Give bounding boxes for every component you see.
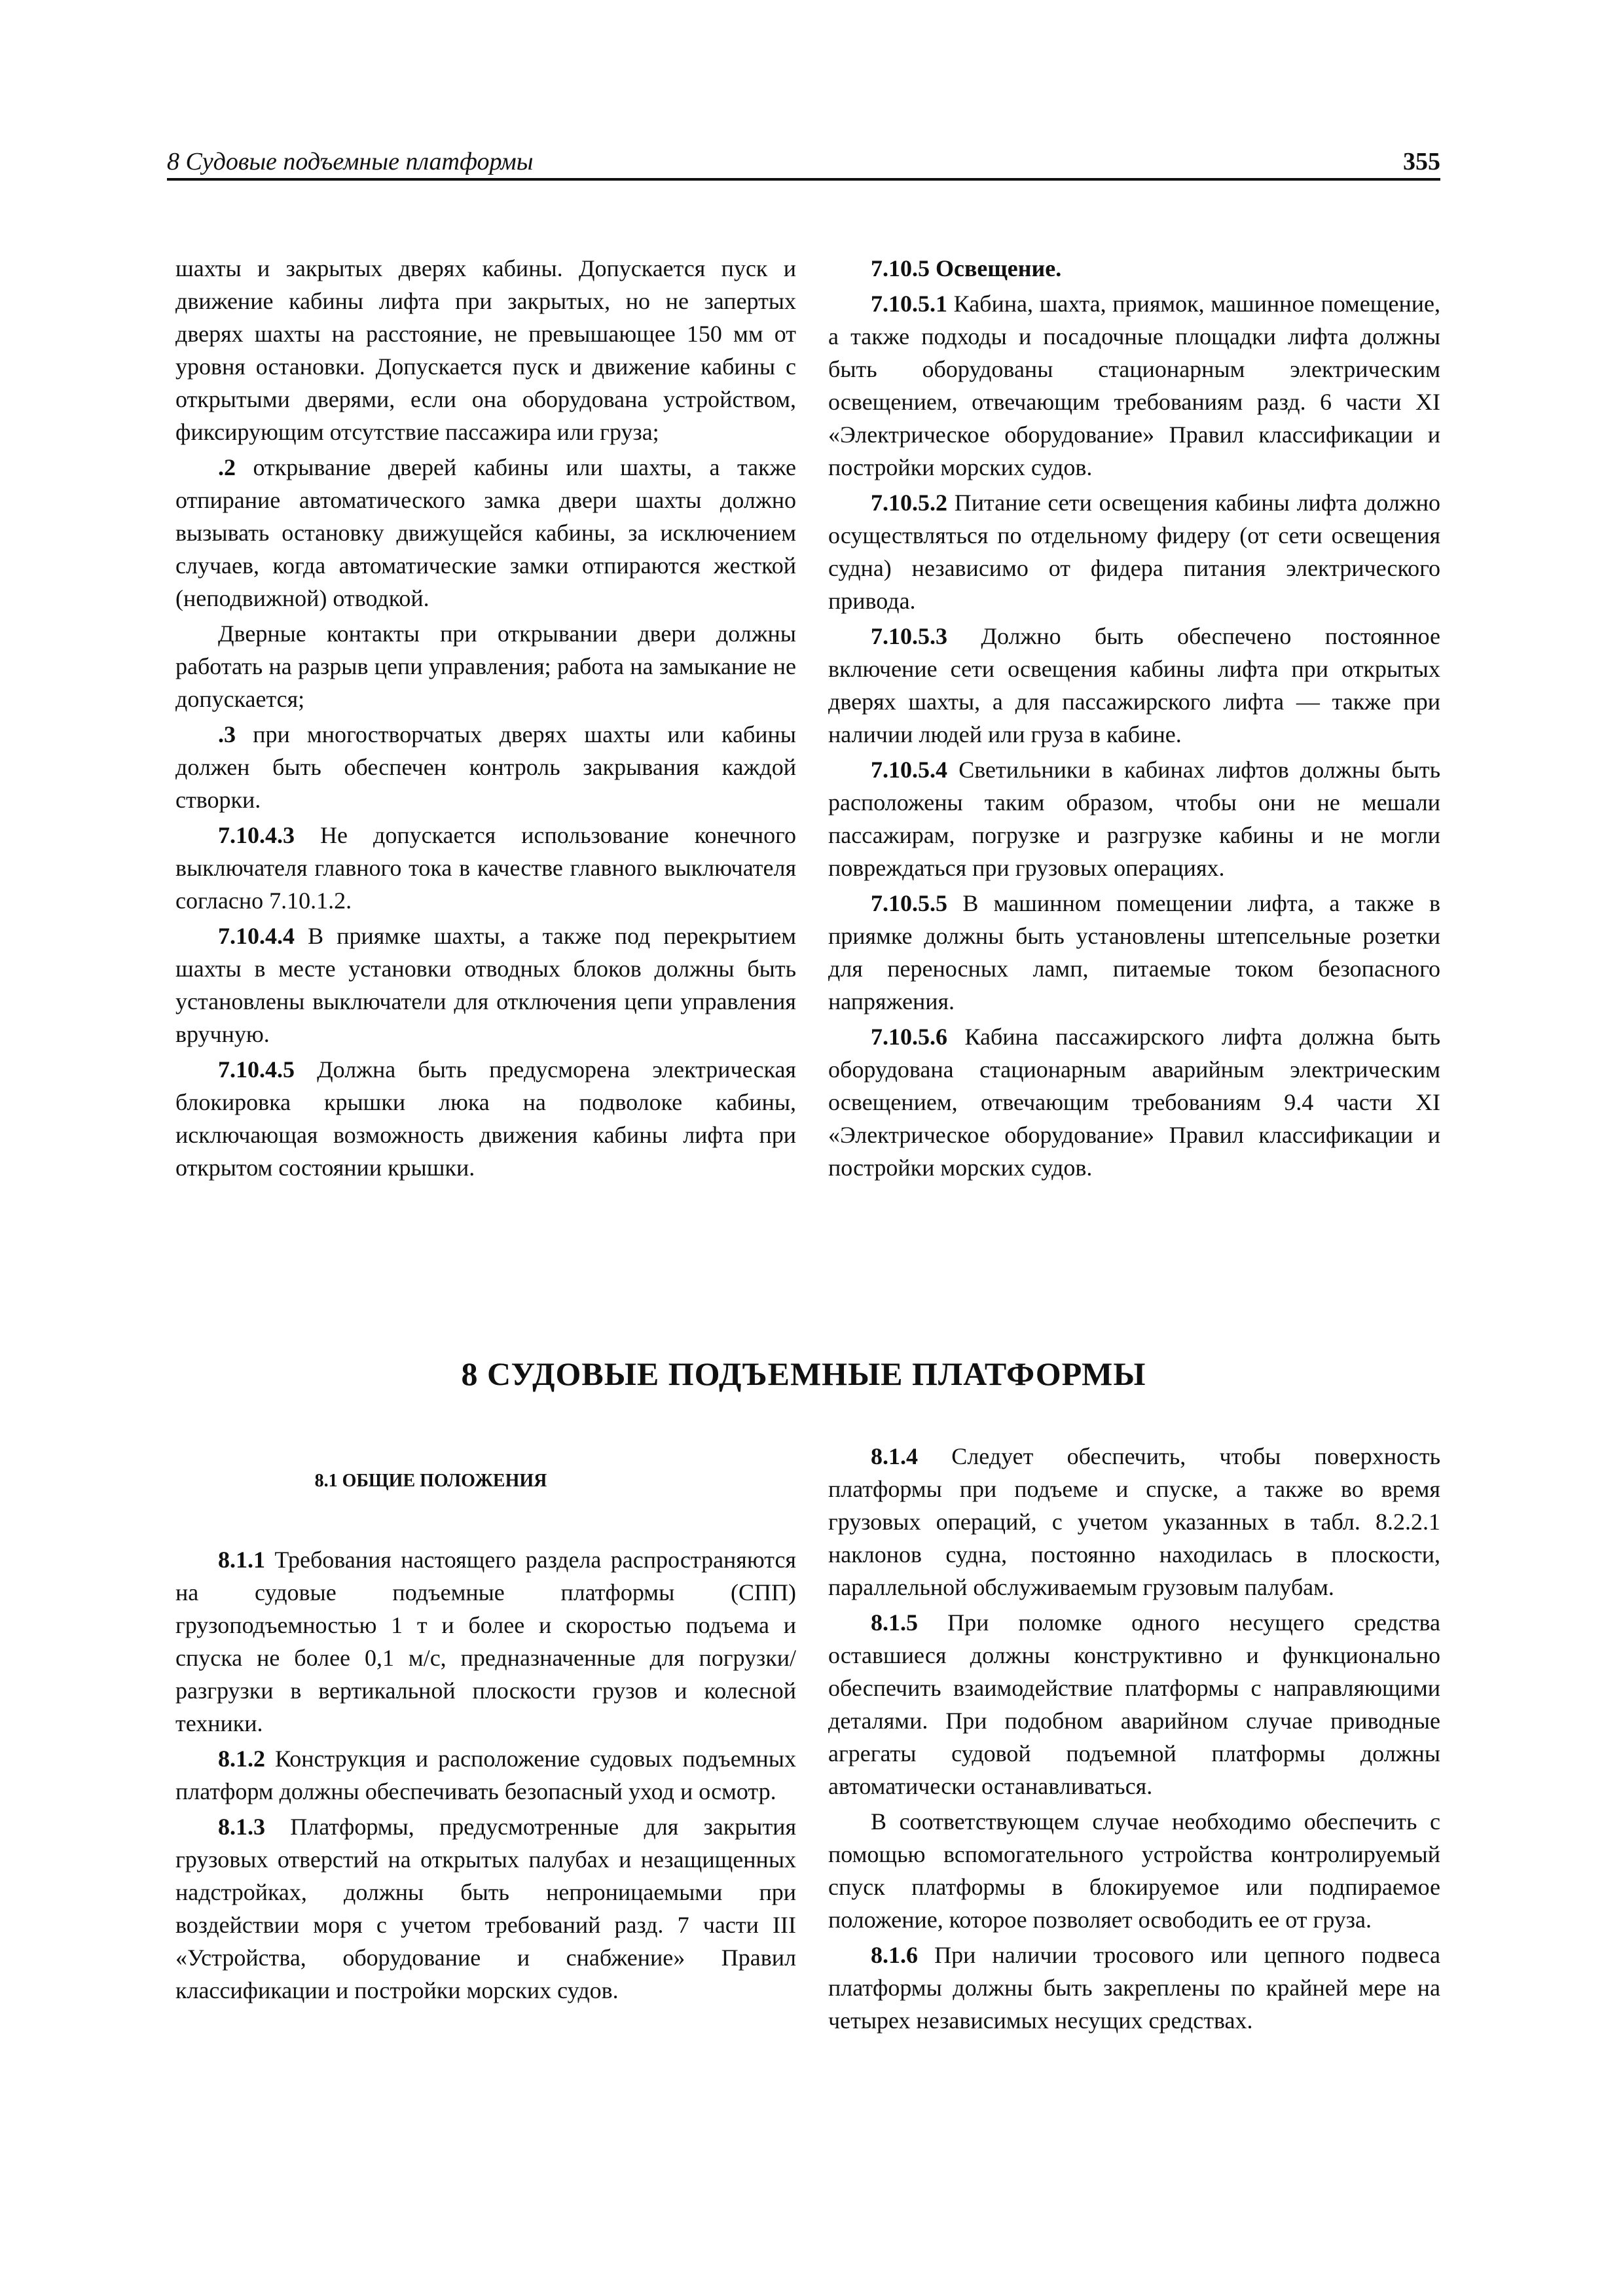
- page-header: [167, 147, 1440, 187]
- paragraph: 7.10.4.4 В приямке шахты, а также под перекрытием шахты в месте установки отводных блоков должны быть установлены выключатели для отключения цепи управления вручную.: [175, 923, 796, 1047]
- paragraph: 7.10.5.1 Кабина, шахта, приямок, машинное помещение, а также подходы и посадочные площадки лифта должны быть оборудованы стационарным электрическим освещением, отвечающим требованиям разд. 6 части XI «Электрическое оборудование» Правил классификации и постройки морских судов.: [828, 291, 1440, 480]
- left-column-top: [175, 252, 796, 1187]
- header-rule: [167, 178, 1440, 181]
- left-column-bottom: [175, 1460, 796, 2009]
- paragraph: 8.1.6 При наличии тросового или цепного подвеса платформы должны быть закреплены по крайней мере на четырех независимых несущих средствах.: [828, 1942, 1440, 2034]
- paragraph: 8.1.4 Следует обеспечить, чтобы поверхность платформы при подъеме и спуске, а также во время грузовых операций, с учетом указанных в табл. 8.2.2.1 наклонов судна, постоянно находилась в плоскости, параллельной обслуживаемым грузовым палубам.: [828, 1443, 1440, 1600]
- paragraph: 7.10.4.3 Не допускается использование конечного выключателя главного тока в качестве главного выключателя согласно 7.10.1.2.: [175, 822, 796, 914]
- paragraph: 8.1.2 Конструкция и расположение судовых подъемных платформ должны обеспечивать безопасный уход и осмотр.: [175, 1746, 796, 1804]
- paragraph: 8.1.5 При поломке одного несущего средства оставшиеся должны конструктивно и функционально обеспечить взаимодействие платформы с направляющими деталями. При подобном аварийном случае приводные агрегаты судовой подъемной платформы должны автоматически останавливаться.: [828, 1609, 1440, 1799]
- page-number: 355: [1403, 148, 1440, 175]
- subsection-title: 8.1 ОБЩИЕ ПОЛОЖЕНИЯ: [314, 1471, 547, 1491]
- paragraph: Дверные контакты при открывании двери должны работать на разрыв цепи управления; работа на замыкание не допускается;: [175, 620, 796, 712]
- paragraph: 7.10.5.6 Кабина пассажирского лифта должна быть оборудована стационарным аварийным электрическим освещением, отвечающим требованиям 9.4 части XI «Электрическое оборудование» Правил классификации и постройки морских судов.: [828, 1024, 1440, 1181]
- paragraph: 7.10.5 Освещение.: [871, 255, 1062, 281]
- section-title: 8 СУДОВЫЕ ПОДЪЕМНЫЕ ПЛАТФОРМЫ: [461, 1355, 1146, 1392]
- paragraph: 7.10.4.5 Должна быть предусморена электрическая блокировка крышки люка на подволоке кабины, исключающая возможность движения кабины лифта при открытом состоянии крышки.: [175, 1056, 796, 1181]
- running-title: 8 Судовые подъемные платформы: [167, 148, 534, 175]
- paragraph: 7.10.5.4 Светильники в кабинах лифтов должны быть расположены таким образом, чтобы они не мешали пассажирам, погрузке и разгрузке кабины и не могли повреждаться при грузовых операциях.: [828, 757, 1440, 881]
- paragraph: .2 открывание дверей кабины или шахты, а также отпирание автоматического замка двери шахты должно вызывать остановку движущейся кабины, за исключением случаев, когда автоматические замки отпираются жесткой (неподвижной) отводкой.: [175, 454, 796, 611]
- paragraph: 8.1.1 Требования настоящего раздела распространяются на судовые подъемные платформы (СПП) грузоподъемностью 1 т и более и скоростью подъема и спуска не более 0,1 м/с, предназначенные для погрузки/разгрузки в вертикальной плоскости грузов и колесной техники.: [175, 1547, 796, 1736]
- paragraph: 7.10.5.5 В машинном помещении лифта, а также в приямке должны быть установлены штепсельные розетки для переносных ламп, питаемые током безопасного напряжения.: [828, 890, 1440, 1014]
- right-column-bottom: [828, 1440, 1440, 2039]
- paragraph: 8.1.3 Платформы, предусмотренные для закрытия грузовых отверстий на открытых палубах и незащищенных надстройках, должны быть непроницаемыми при воздействии моря с учетом требований разд. 7 части III «Устройства, оборудование и снабжение» Правил классификации и постройки морских судов.: [175, 1814, 796, 2003]
- paragraph: В соответствующем случае необходимо обеспечить с помощью вспомогательного устройства контролируемый спуск платформы в блокируемое или подпираемое положение, которое позволяет освободить ее от груза.: [828, 1808, 1440, 1933]
- paragraph: шахты и закрытых дверях кабины. Допускается пуск и движение кабины лифта при закрытых, но не запертых дверях шахты на расстояние, не превышающее 150 мм от уровня остановки. Допускается пуск и движение кабины с открытыми дверями, если она оборудована устройством, фиксирующим отсутствие пассажира или груза;: [175, 255, 796, 445]
- subsection-wrapper: [175, 1460, 796, 1543]
- right-column-top: [828, 252, 1440, 1187]
- paragraph: 7.10.5.3 Должно быть обеспечено постоянное включение сети освещения кабины лифта при открытых дверях шахты, а для пассажирского лифта — также при наличии людей или груза в кабине.: [828, 623, 1440, 747]
- paragraph: 7.10.5.2 Питание сети освещения кабины лифта должно осуществляться по отдельному фидеру (от сети освещения судна) независимо от фидера питания электрического привода.: [828, 490, 1440, 614]
- paragraph: .3 при многостворчатых дверях шахты или кабины должен быть обеспечен контроль закрывания каждой створки.: [175, 721, 796, 813]
